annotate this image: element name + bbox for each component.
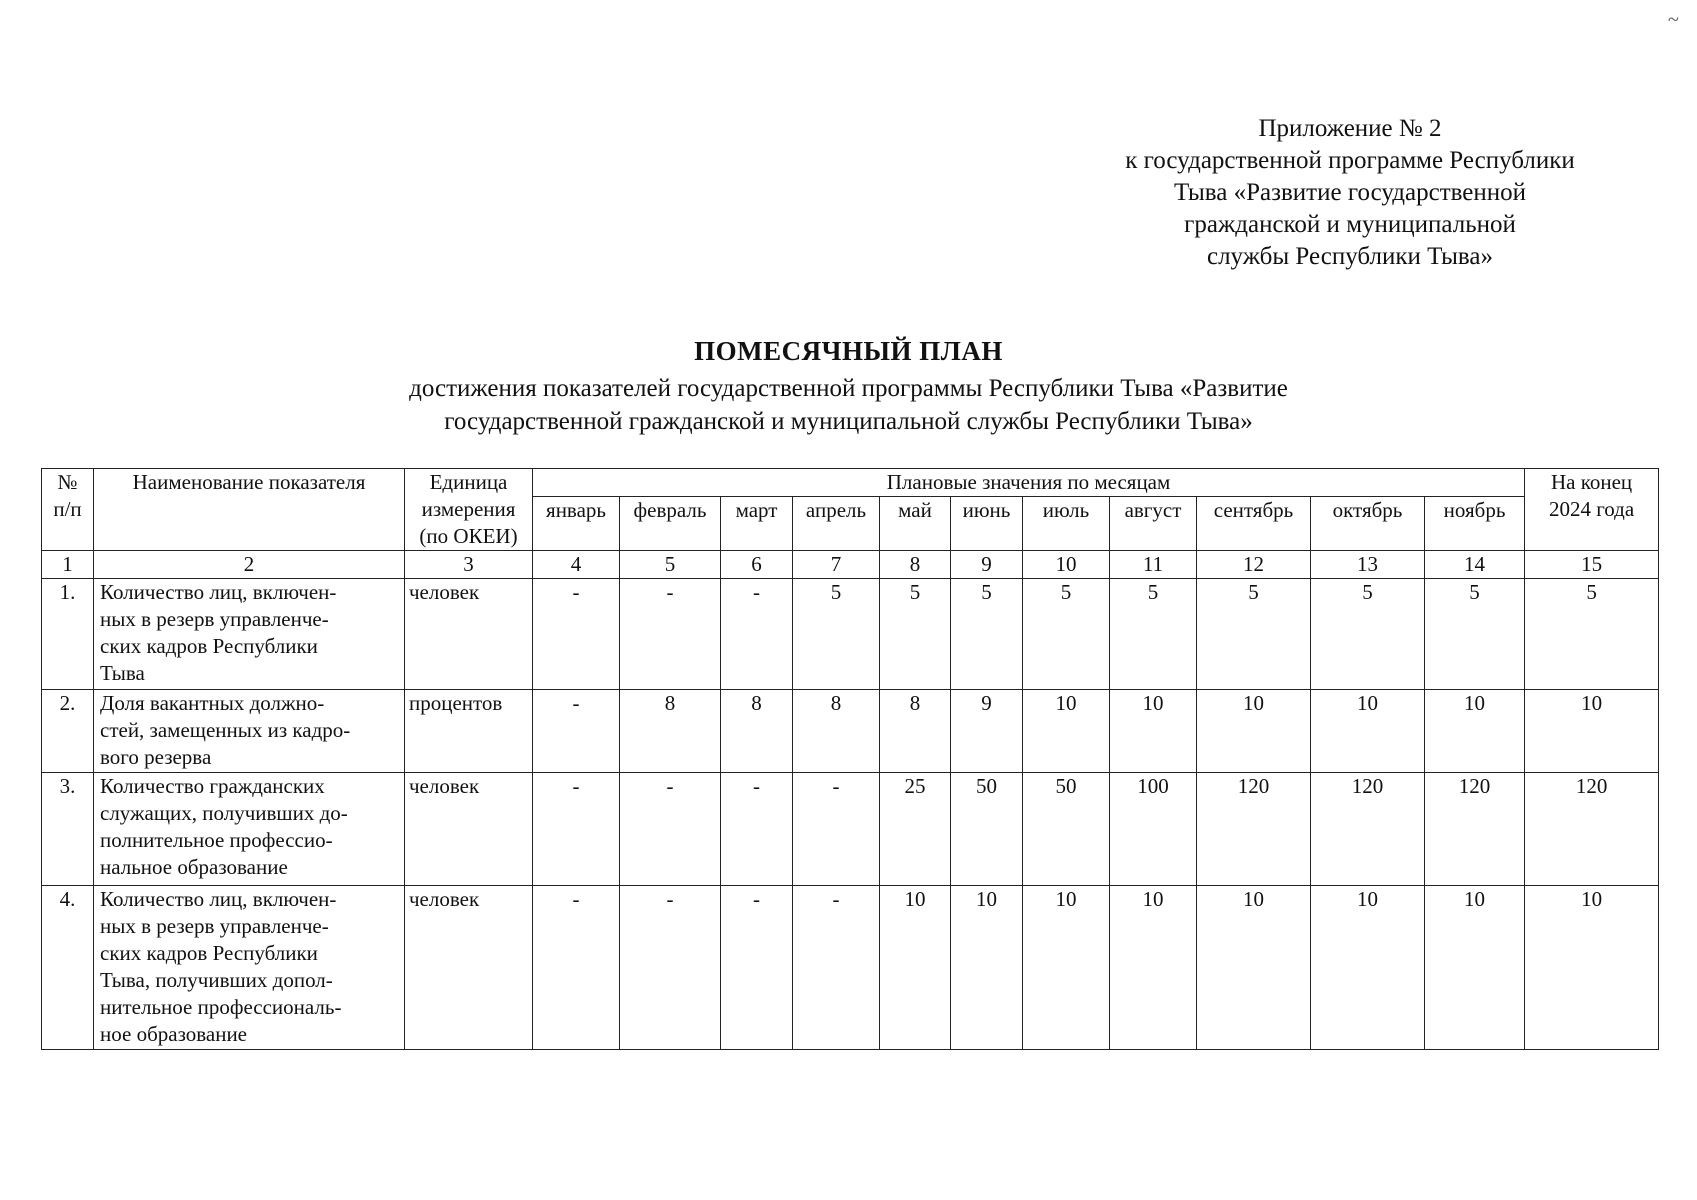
- plan-table: [41, 468, 1659, 1050]
- document-title: ПОМЕСЯЧНЫЙ ПЛАН: [694, 336, 1003, 366]
- unit: человек: [405, 886, 533, 1050]
- month-value: 10: [1197, 690, 1311, 773]
- row-number: 1.: [42, 579, 94, 690]
- year-end-value: 120: [1525, 773, 1659, 886]
- column-number: 7: [793, 551, 880, 579]
- month-value: 10: [1425, 690, 1525, 773]
- column-number: 3: [405, 551, 533, 579]
- month-value: 120: [1197, 773, 1311, 886]
- month-value: -: [533, 886, 620, 1050]
- month-value: 5: [1197, 579, 1311, 690]
- month-value: 8: [793, 690, 880, 773]
- month-value: 8: [880, 690, 951, 773]
- column-number: 11: [1110, 551, 1197, 579]
- column-number: 13: [1311, 551, 1425, 579]
- month-value: 5: [951, 579, 1023, 690]
- month-header: август: [1110, 497, 1197, 551]
- appendix-line: гражданской и муниципальной: [1184, 211, 1516, 238]
- table-row: [42, 579, 1659, 690]
- month-value: 10: [1311, 886, 1425, 1050]
- appendix-line: Тыва «Развитие государственной: [1173, 179, 1527, 206]
- month-value: 25: [880, 773, 951, 886]
- column-number: 14: [1425, 551, 1525, 579]
- column-number: 6: [721, 551, 793, 579]
- month-header: февраль: [620, 497, 721, 551]
- month-value: -: [721, 886, 793, 1050]
- table-row: [42, 690, 1659, 773]
- column-number: 1: [42, 551, 94, 579]
- document-subtitle: [0, 372, 1697, 438]
- unit: человек: [405, 579, 533, 690]
- month-header: апрель: [793, 497, 880, 551]
- month-value: 5: [1023, 579, 1110, 690]
- month-header: июнь: [951, 497, 1023, 551]
- appendix-block: [1120, 113, 1580, 273]
- month-value: 10: [951, 886, 1023, 1050]
- month-value: -: [533, 690, 620, 773]
- header-num: № п/п: [42, 469, 94, 551]
- table-row: [42, 773, 1659, 886]
- month-value: -: [721, 579, 793, 690]
- month-value: 10: [1311, 690, 1425, 773]
- month-value: 10: [1110, 886, 1197, 1050]
- corner-mark: ~: [1668, 9, 1679, 31]
- row-number: 2.: [42, 690, 94, 773]
- column-number: 15: [1525, 551, 1659, 579]
- header-planned-values: Плановые значения по месяцам: [533, 469, 1525, 497]
- month-header: октябрь: [1311, 497, 1425, 551]
- year-end-value: 10: [1525, 886, 1659, 1050]
- month-value: 10: [1197, 886, 1311, 1050]
- month-value: 5: [1110, 579, 1197, 690]
- month-value: -: [533, 773, 620, 886]
- year-end-value: 10: [1525, 690, 1659, 773]
- column-numbers-row: [42, 551, 1659, 579]
- subtitle-line: государственной гражданской и муниципальной службы Республики Тыва»: [444, 408, 1253, 435]
- column-number: 4: [533, 551, 620, 579]
- month-value: 8: [721, 690, 793, 773]
- month-value: 9: [951, 690, 1023, 773]
- month-value: 5: [1425, 579, 1525, 690]
- month-value: 10: [1110, 690, 1197, 773]
- month-value: -: [620, 886, 721, 1050]
- table-row: [42, 886, 1659, 1050]
- month-header: сентябрь: [1197, 497, 1311, 551]
- indicator-name: Количество лиц, включен- ных в резерв управленче- ских кадров Республики Тыва: [94, 579, 405, 690]
- month-value: -: [620, 579, 721, 690]
- month-header: июль: [1023, 497, 1110, 551]
- column-number: 5: [620, 551, 721, 579]
- column-number: 12: [1197, 551, 1311, 579]
- month-value: 100: [1110, 773, 1197, 886]
- header-year-end: На конец 2024 года: [1525, 469, 1659, 551]
- unit: процентов: [405, 690, 533, 773]
- indicator-name: Доля вакантных должно- стей, замещенных из кадро- вого резерва: [94, 690, 405, 773]
- month-value: 10: [1023, 886, 1110, 1050]
- month-value: -: [793, 773, 880, 886]
- month-value: 120: [1425, 773, 1525, 886]
- subtitle-line: достижения показателей государственной программы Республики Тыва «Развитие: [409, 375, 1288, 402]
- month-value: 120: [1311, 773, 1425, 886]
- appendix-line: службы Республики Тыва»: [1206, 243, 1493, 270]
- month-value: -: [721, 773, 793, 886]
- month-value: 50: [1023, 773, 1110, 886]
- month-value: 5: [1311, 579, 1425, 690]
- month-header: май: [880, 497, 951, 551]
- month-value: 10: [1023, 690, 1110, 773]
- month-value: 50: [951, 773, 1023, 886]
- month-value: 10: [880, 886, 951, 1050]
- month-header: январь: [533, 497, 620, 551]
- row-number: 4.: [42, 886, 94, 1050]
- month-header: ноябрь: [1425, 497, 1525, 551]
- month-value: 8: [620, 690, 721, 773]
- month-value: -: [620, 773, 721, 886]
- column-number: 2: [94, 551, 405, 579]
- month-value: -: [793, 886, 880, 1050]
- column-number: 10: [1023, 551, 1110, 579]
- year-end-value: 5: [1525, 579, 1659, 690]
- month-header: март: [721, 497, 793, 551]
- row-number: 3.: [42, 773, 94, 886]
- indicator-name: Количество лиц, включен- ных в резерв управленче- ских кадров Республики Тыва, получивших допол- нительное профессиональ- ное образование: [94, 886, 405, 1050]
- month-value: 10: [1425, 886, 1525, 1050]
- header-unit: Единица измерения (по ОКЕИ): [405, 469, 533, 551]
- column-number: 8: [880, 551, 951, 579]
- appendix-line: к государственной программе Республики: [1125, 147, 1575, 174]
- indicator-name: Количество гражданских служащих, получивших до- полнительное профессио- нальное образование: [94, 773, 405, 886]
- column-number: 9: [951, 551, 1023, 579]
- header-name: Наименование показателя: [94, 469, 405, 551]
- month-value: -: [533, 579, 620, 690]
- unit: человек: [405, 773, 533, 886]
- month-value: 5: [793, 579, 880, 690]
- month-value: 5: [880, 579, 951, 690]
- header-row: [42, 469, 1659, 497]
- appendix-line: Приложение № 2: [1258, 115, 1442, 142]
